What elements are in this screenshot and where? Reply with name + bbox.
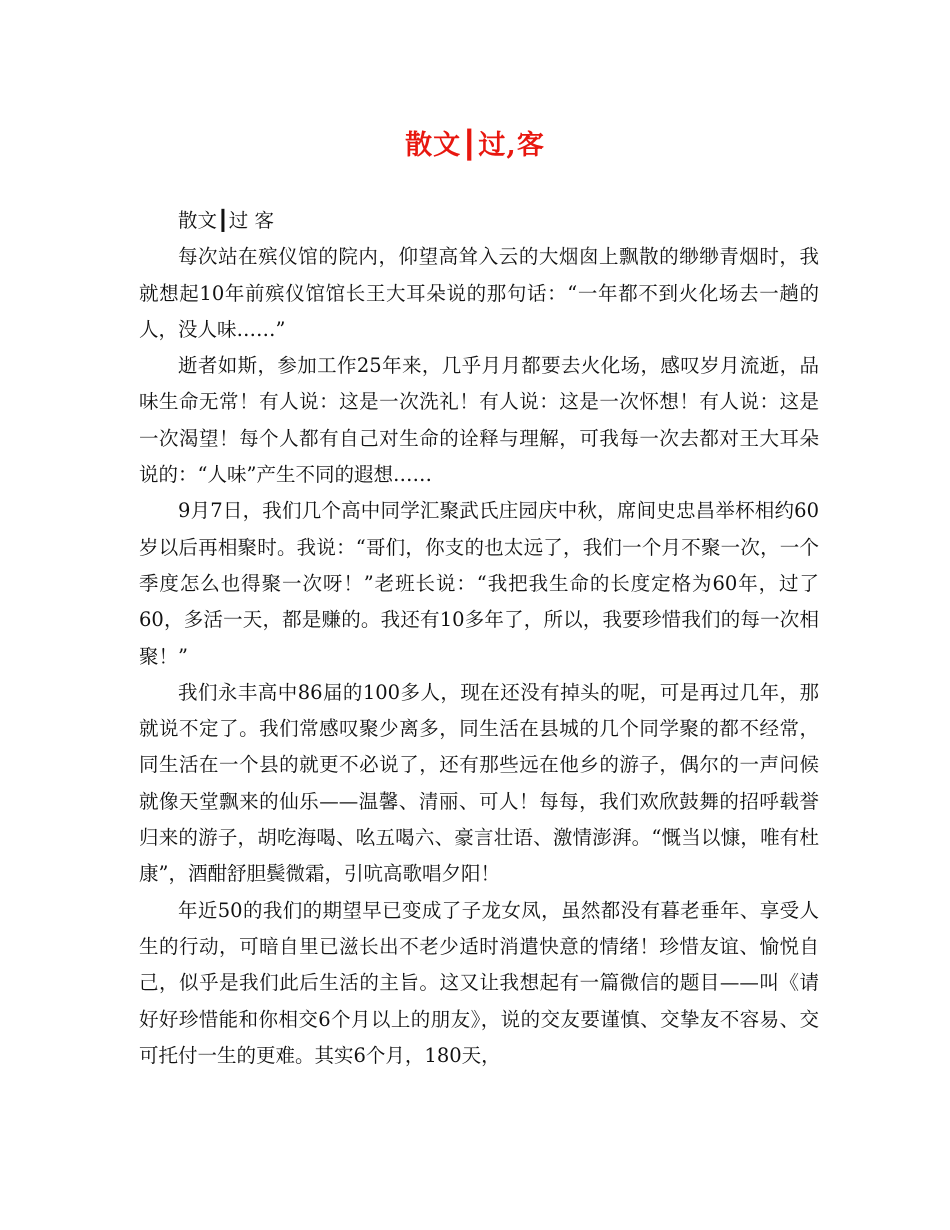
paragraph: 年近50的我们的期望早已变成了子龙女凤，虽然都没有暮老垂年、享受人生的行动，可暗自里已滋长出不老少适时消遣快意的情绪！珍惜友谊、愉悦自己，似乎是我们此后生活的主旨。这又让我想起有一篇微信的题目——叫《请好好珍惜能和你相交6个月以上的朋友》，说的交友要谨慎、交挚友不容易、交可托付一生的更难。其实6个月，180天，	[139, 898, 819, 1067]
paragraph: 9月7日，我们几个高中同学汇聚武氏庄园庆中秋，席间史忠昌举杯相约60岁以后再相聚时。我说：“哥们，你支的也太远了，我们一个月不聚一次，一个季度怎么也得聚一次呀！”老班长说：“我把我生命的长度定格为60年，过了60，多活一天，都是赚的。我还有10多年了，所以，我要珍惜我们的每一次相聚！”	[139, 499, 819, 668]
document-body	[139, 203, 819, 1074]
paragraph: 每次站在殡仪馆的院内，仰望高耸入云的大烟囱上飘散的缈缈青烟时，我就想起10年前殡仪馆馆长王大耳朵说的那句话：“一年都不到火化场去一趟的人，没人味……”	[139, 245, 819, 341]
document-title: 散文┃过,客	[405, 130, 545, 161]
paragraph-heading: 散文┃过 客	[178, 209, 274, 232]
paragraph: 我们永丰高中86届的100多人，现在还没有掉头的呢，可是再过几年，那就说不定了。我们常感叹聚少离多，同生活在县城的几个同学聚的都不经常，同生活在一个县的就更不必说了，还有那些远在他乡的游子，偶尔的一声问候就像天堂飘来的仙乐——温馨、清丽、可人！每每，我们欢欣鼓舞的招呼载誉归来的游子，胡吃海喝、吆五喝六、豪言壮语、激情澎湃。“慨当以慷，唯有杜康”，酒酣舒胆鬓微霜，引吭高歌唱夕阳！	[139, 680, 819, 886]
paragraph: 逝者如斯，参加工作25年来，几乎月月都要去火化场，感叹岁月流逝，品味生命无常！有人说：这是一次洗礼！有人说：这是一次怀想！有人说：这是一次渴望！每个人都有自己对生命的诠释与理解，可我每一次去都对王大耳朵说的：“人味”产生不同的遐想……	[139, 354, 819, 487]
